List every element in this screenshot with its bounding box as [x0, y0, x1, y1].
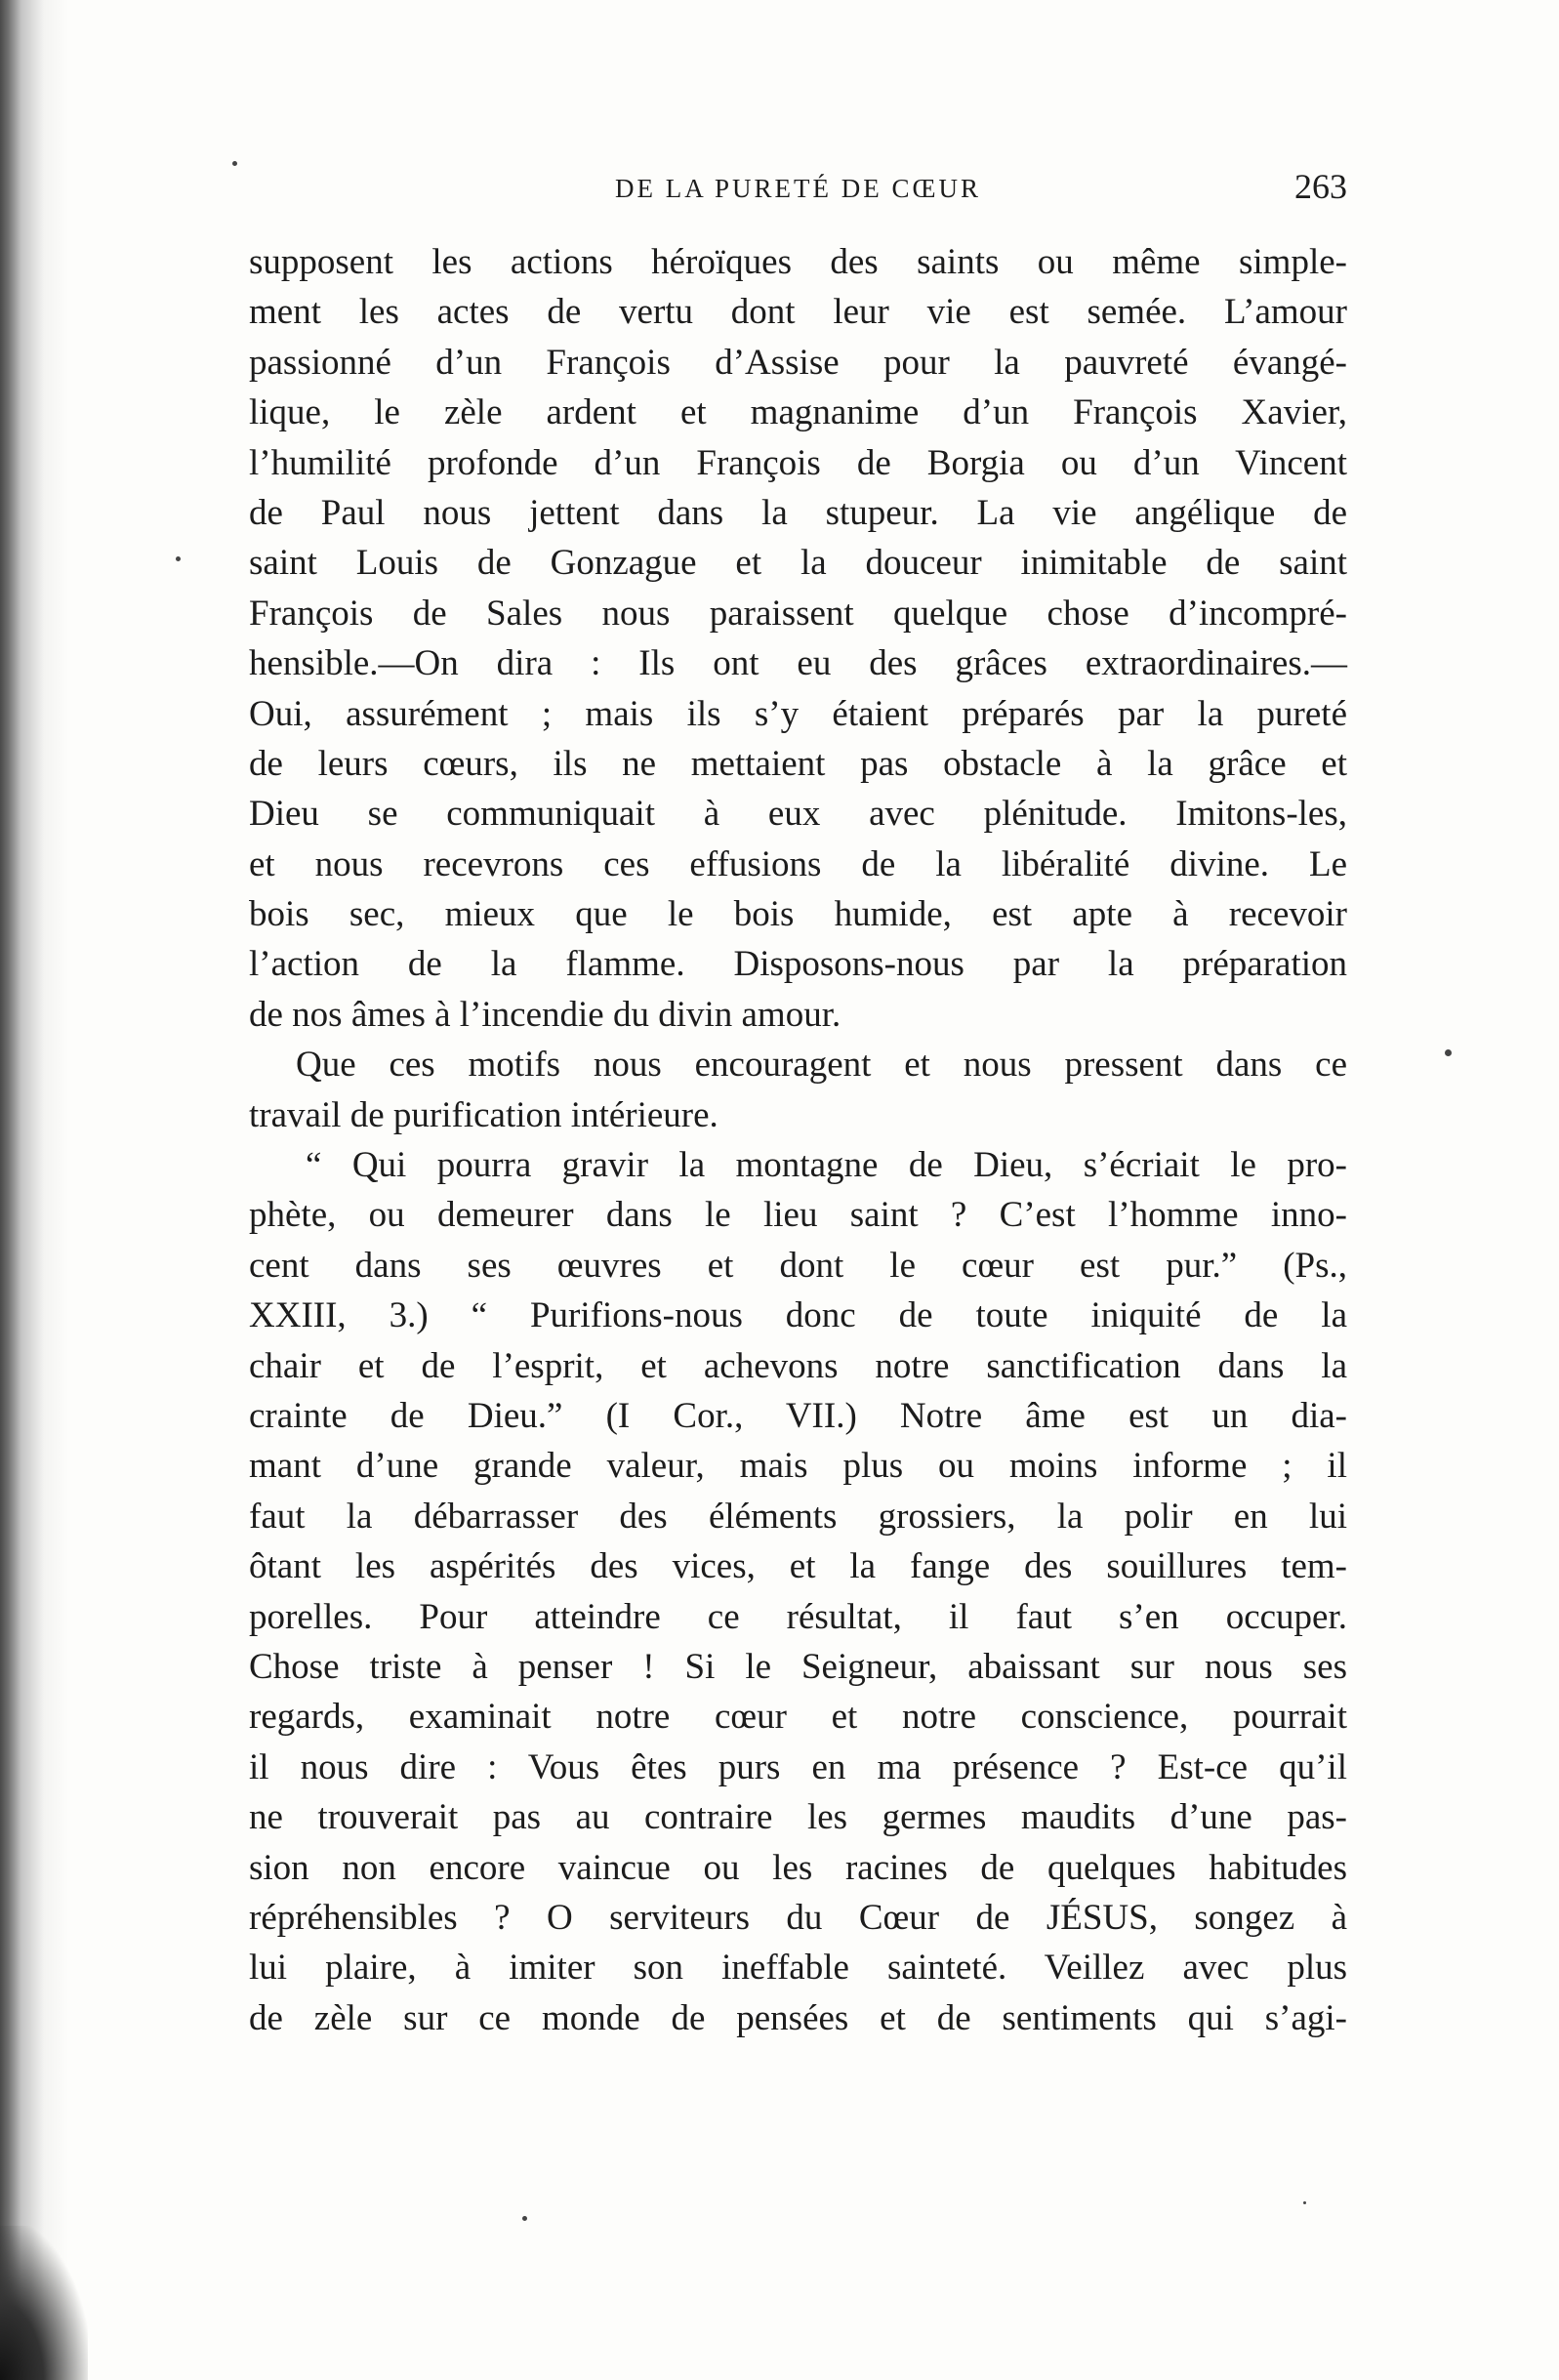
text-line: ment les actes de vertu dont leur vie est semée. L’amour — [249, 292, 1347, 333]
text-line: Oui, assurément ; mais ils s’y étaient préparés par la pureté — [249, 693, 1347, 734]
text-line: de zèle sur ce monde de pensées et de sentiments qui s’agi- — [249, 1997, 1347, 2038]
scan-speck — [522, 2216, 527, 2221]
text-line: mant d’une grande valeur, mais plus ou moins informe ; il — [249, 1446, 1347, 1487]
text-line: ne trouverait pas au contraire les germes maudits d’une pas- — [249, 1797, 1347, 1838]
text-line: de Paul nous jettent dans la stupeur. La vie angélique de — [249, 492, 1347, 533]
text-line: travail de purification intérieure. — [249, 1094, 718, 1135]
running-title: DE LA PURETÉ DE CŒUR — [614, 174, 981, 203]
paragraph-start-line: Que ces motifs nous encouragent et nous pressent dans ce — [296, 1045, 1347, 1086]
text-line: il nous dire : Vous êtes purs en ma présence ? Est-ce qu’il — [249, 1746, 1347, 1787]
scan-speck — [1445, 1049, 1452, 1056]
text-line: répréhensibles ? O serviteurs du Cœur de JÉSUS, songez à — [249, 1897, 1347, 1938]
text-line: de nos âmes à l’incendie du divin amour. — [249, 994, 841, 1035]
text-line: passionné d’un François d’Assise pour la pauvreté évangé- — [249, 342, 1347, 383]
text-line: sion non encore vaincue ou les racines de quelques habitudes — [249, 1847, 1347, 1888]
text-line: de leurs cœurs, ils ne mettaient pas obstacle à la grâce et — [249, 743, 1347, 784]
text-line: bois sec, mieux que le bois humide, est apte à recevoir — [249, 894, 1347, 935]
text-line: l’action de la flamme. Disposons-nous par la préparation — [249, 944, 1347, 985]
text-line: François de Sales nous paraissent quelque chose d’incompré- — [249, 593, 1347, 634]
text-line: lique, le zèle ardent et magnanime d’un François Xavier, — [249, 392, 1347, 433]
text-line: ôtant les aspérités des vices, et la fange des souillures tem- — [249, 1546, 1347, 1587]
text-line: Chose triste à penser ! Si le Seigneur, abaissant sur nous ses — [249, 1646, 1347, 1687]
text-line: crainte de Dieu.” (I Cor., VII.) Notre âme est un dia- — [249, 1395, 1347, 1436]
paragraph-start-line: “ Qui pourra gravir la montagne de Dieu, s’écriait le pro- — [306, 1145, 1347, 1186]
text-line: lui plaire, à imiter son ineffable sainteté. Veillez avec plus — [249, 1948, 1347, 1989]
page-number: 263 — [1294, 167, 1347, 206]
scan-speck — [232, 161, 237, 166]
text-line: regards, examinait notre cœur et notre conscience, pourrait — [249, 1697, 1347, 1738]
body-text — [249, 237, 1347, 2043]
text-line: supposent les actions héroïques des saints ou même simple- — [249, 242, 1347, 282]
text-line: cent dans ses œuvres et dont le cœur est pur.” (Ps., — [249, 1245, 1347, 1286]
text-line: l’humilité profonde d’un François de Borgia ou d’un Vincent — [249, 442, 1347, 483]
text-line: porelles. Pour atteindre ce résultat, il faut s’en occuper. — [249, 1596, 1347, 1637]
scan-speck — [1303, 2201, 1306, 2204]
binding-shadow — [0, 0, 68, 2380]
scan-speck — [176, 556, 181, 561]
text-line: faut la débarrasser des éléments grossiers, la polir en lui — [249, 1496, 1347, 1537]
binding-shadow-bottom — [0, 2226, 88, 2380]
text-line: chair et de l’esprit, et achevons notre sanctification dans la — [249, 1345, 1347, 1386]
text-line: saint Louis de Gonzague et la douceur inimitable de saint — [249, 543, 1347, 584]
page-header — [249, 166, 1347, 215]
text-line: et nous recevrons ces effusions de la libéralité divine. Le — [249, 843, 1347, 884]
text-line: phète, ou demeurer dans le lieu saint ? C’est l’homme inno- — [249, 1195, 1347, 1236]
text-line: XXIII, 3.) “ Purifions-nous donc de toute iniquité de la — [249, 1295, 1347, 1336]
text-line: hensible.—On dira : Ils ont eu des grâces extraordinaires.— — [249, 643, 1347, 684]
text-line: Dieu se communiquait à eux avec plénitude. Imitons-les, — [249, 794, 1347, 835]
